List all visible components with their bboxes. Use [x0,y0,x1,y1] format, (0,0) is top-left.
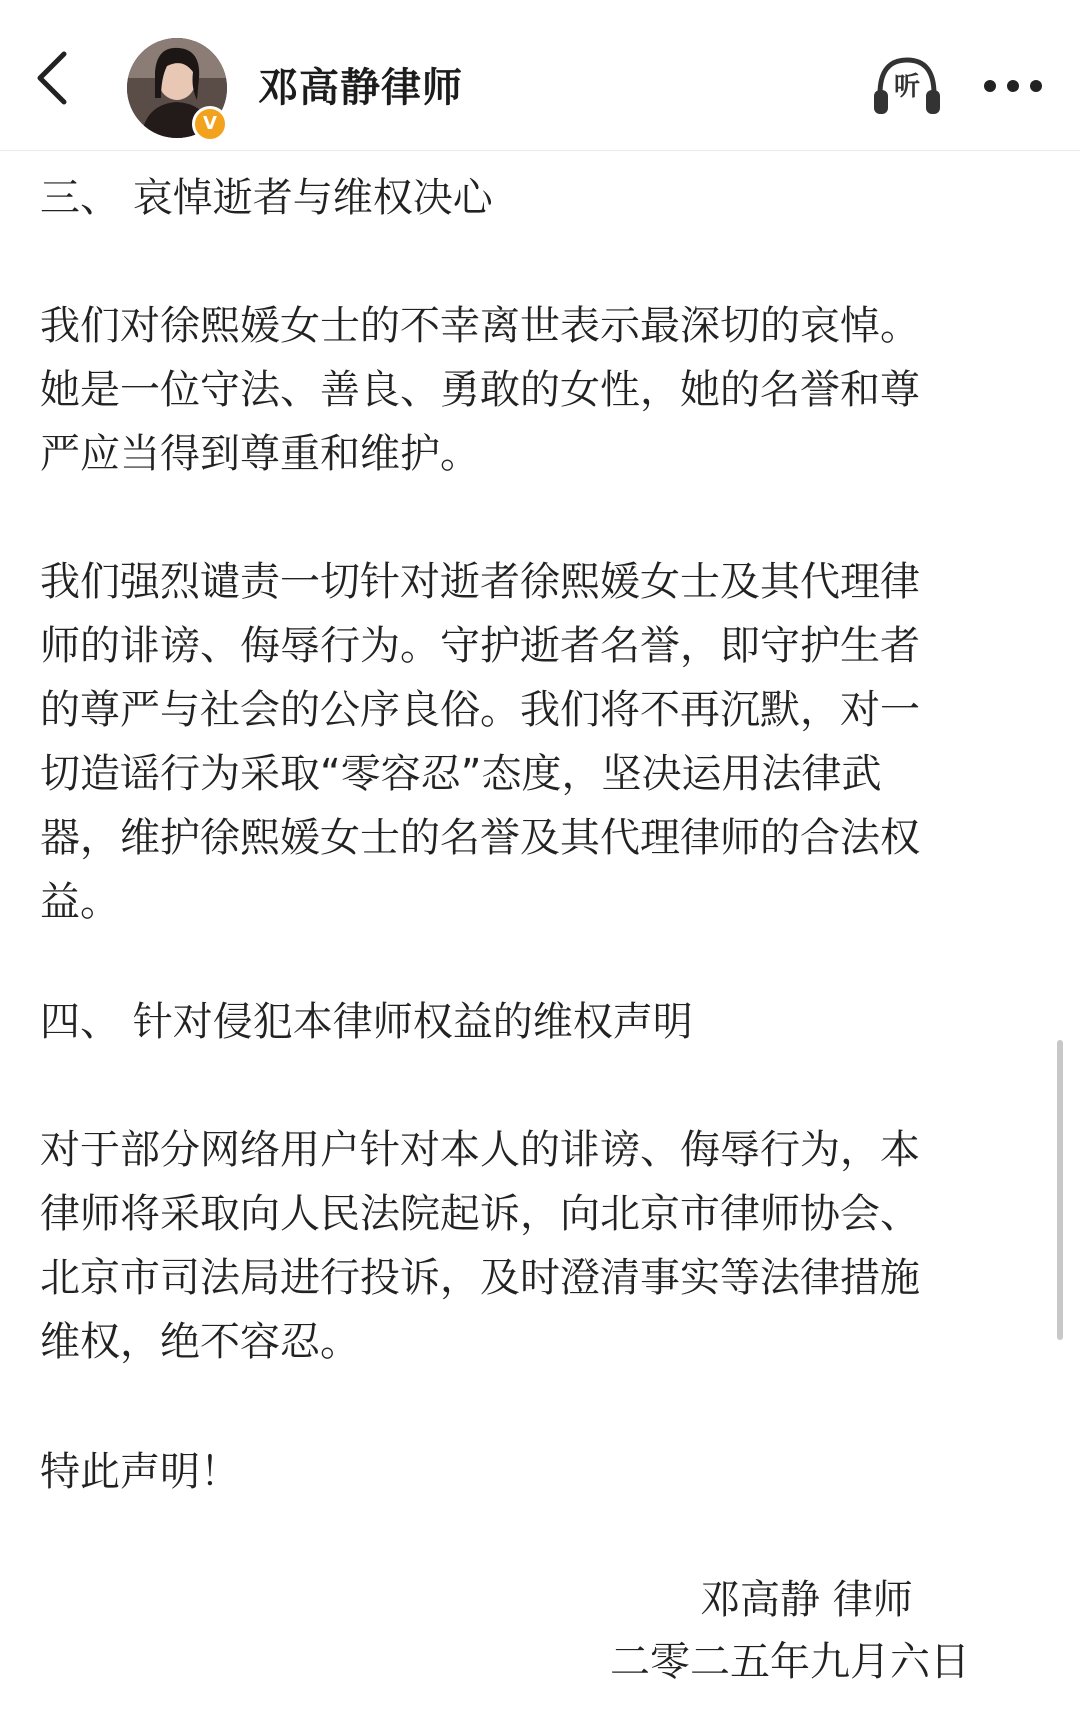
chevron-left-icon [34,50,70,106]
paragraph-declaration: 特此声明！ [40,1449,240,1495]
top-bar [0,0,1080,151]
signature-name: 邓高静 律师 [700,1577,913,1623]
more-horizontal-icon [978,66,1048,106]
verified-badge: V [192,106,228,142]
signature-date: 二零二五年九月六日 [610,1639,970,1685]
section-heading-4: 四、 针对侵犯本律师权益的维权声明 [40,999,693,1045]
more-button[interactable] [978,66,1048,106]
section-heading-3: 三、 哀悼逝者与维权决心 [40,175,493,221]
scrollbar[interactable] [1057,1040,1063,1340]
back-button[interactable] [24,50,80,106]
paragraph-condemnation: 我们强烈谴责一切针对逝者徐熙媛女士及其代理律 师的诽谤、侮辱行为。守护逝者名誉，即守护生者 的尊严与社会的公序良俗。我们将不再沉默，对一 切造谣行为采取“零容忍”态度，坚决运用法律武 器，维护徐熙媛女士的名誉及其代理律师的合法权 益。 [40,559,920,925]
paragraph-rights-statement: 对于部分网络用户针对本人的诽谤、侮辱行为，本 律师将采取向人民法院起诉，向北京市律师协会、 北京市司法局进行投诉，及时澄清事实等法律措施 维权，绝不容忍。 [40,1127,920,1365]
paragraph-mourning: 我们对徐熙媛女士的不幸离世表示最深切的哀悼。 她是一位守法、善良、勇敢的女性，她的名誉和尊 严应当得到尊重和维护。 [40,303,920,477]
listen-label: 听 [893,72,920,102]
listen-button[interactable] [872,54,942,118]
author-name[interactable]: 邓高静律师 [258,65,463,111]
